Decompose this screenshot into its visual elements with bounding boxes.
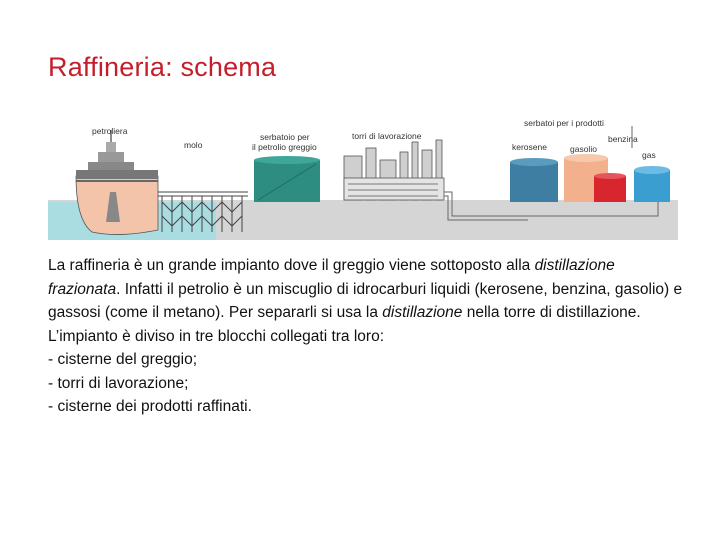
label-pier: molo (184, 140, 203, 150)
p1-em-2: distillazione (382, 304, 463, 321)
gas-tank (634, 166, 670, 202)
label-diesel: gasolio (570, 144, 597, 154)
refinery-diagram (48, 112, 678, 244)
label-gas: gas (642, 150, 656, 160)
p1-part-c: nella torre di distillazione. (462, 304, 641, 321)
list-item: - torri di lavorazione; (48, 374, 189, 392)
label-crude-tank-2: il petrolio greggio (252, 142, 317, 152)
kerosene-tank (510, 158, 558, 202)
crude-oil-tank (254, 156, 320, 202)
gasoline-tank (594, 173, 626, 202)
label-product-tanks: serbatoi per i prodotti (524, 118, 604, 128)
list-item: - cisterne dei prodotti raffinati. (48, 398, 252, 415)
slide-title: Raffineria: schema (48, 52, 277, 82)
paragraph-1 (48, 254, 688, 325)
processing-towers (344, 140, 444, 200)
body-text (48, 254, 688, 419)
tanker-ship (76, 130, 158, 235)
list-item: - cisterne del greggio; (48, 351, 198, 368)
label-tanker: petroliera (92, 126, 128, 136)
paragraph-2: L’impianto è diviso in tre blocchi collegati tra loro: (48, 327, 385, 345)
label-crude-tank-1: serbatoio per (260, 132, 310, 142)
label-gasoline: benzina (608, 134, 638, 144)
p1-em-1: distillazione frazionata (48, 257, 615, 298)
label-kerosene: kerosene (512, 142, 547, 152)
p1-part-b: . Infatti il petrolio è un miscuglio di idrocarburi liquidi (kerosene, benzina, gasolio) e gassosi (come il metano). Per separarli si usa la (48, 280, 683, 321)
p1-part-a: La raffineria è un grande impianto dove il greggio viene sottoposto alla (48, 257, 535, 274)
label-towers: torri di lavorazione (352, 131, 422, 141)
